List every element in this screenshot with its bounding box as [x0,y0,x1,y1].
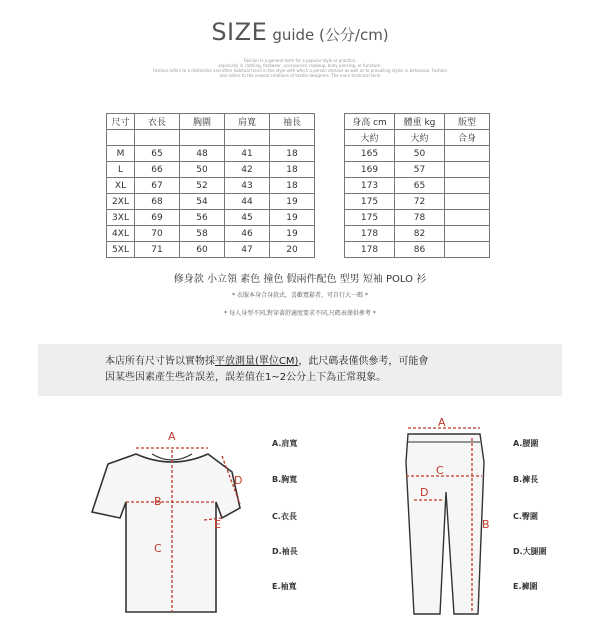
table-cell: 衣長 [135,114,180,130]
table-row [107,210,490,226]
pants-label-c: C.臀圍 [513,512,538,521]
table-cell: 18 [270,178,315,194]
table-cell: 大約 [395,130,445,146]
table-cell: 65 [135,146,180,162]
table-cell: 69 [135,210,180,226]
tshirt-outline [92,454,243,612]
table-cell [445,146,490,162]
table-cell: 尺寸 [107,114,135,130]
table-cell: XL [107,178,135,194]
table-cell: M [107,146,135,162]
table-row [107,146,490,162]
table-cell: 178 [345,226,395,242]
table-cell [135,130,180,146]
table-cell: 175 [345,194,395,210]
table-cell: 19 [270,210,315,226]
table-cell: 57 [395,162,445,178]
table-cell [445,194,490,210]
spacer-cell [315,178,345,194]
title-main: SIZE [211,18,268,46]
spacer-cell [315,130,345,146]
table-cell: 胸圍 [180,114,225,130]
pants-label-e: E.褲圍 [513,582,538,591]
table-cell: 43 [225,178,270,194]
letter-b: B [154,495,162,508]
pants-letter-a: A [438,418,446,429]
spacer-cell [315,210,345,226]
table-cell: 52 [180,178,225,194]
table-cell [107,130,135,146]
pants-label-a: A.腰圍 [513,439,539,448]
table-cell: 合身 [445,130,490,146]
tshirt-diagram [84,426,244,622]
table-cell [445,210,490,226]
pants-letter-b: B [482,518,490,531]
table-cell: 體重 kg [395,114,445,130]
table-cell: 3XL [107,210,135,226]
table-cell: 60 [180,242,225,258]
table-cell: 54 [180,194,225,210]
table-cell [445,178,490,194]
page-title [0,18,600,46]
letter-d: D [234,474,243,487]
table-cell: 19 [270,226,315,242]
spacer-cell [315,194,345,210]
table-cell [270,130,315,146]
table-cell: 身高 cm [345,114,395,130]
table-subheader-row [107,130,490,146]
shirt-label-a: A.肩寬 [272,439,298,448]
table-cell: 58 [180,226,225,242]
table-cell: L [107,162,135,178]
product-description: 修身款 小立領 素色 撞色 假兩件配色 型男 短袖 POLO 衫 [173,274,427,285]
table-cell: 169 [345,162,395,178]
table-cell: 44 [225,194,270,210]
table-cell: 46 [225,226,270,242]
pants-diagram [390,418,500,620]
tagline-line: Fashion is a general term for a popular style or practice, [243,58,357,63]
reference-note: * 每人身型不同,對穿著舒適度要求不同,尺碼表僅供參考 * [224,310,376,317]
table-cell: 178 [345,242,395,258]
notice-line1-a: 本店所有尺寸皆以實物採 [105,356,215,367]
measurement-notice [38,344,562,396]
table-cell: 65 [395,178,445,194]
shirt-label-e: E.袖寬 [272,582,297,591]
table-row [107,194,490,210]
pants-label-b: B.褲長 [513,475,539,484]
tagline-line: also refers to the newest creations of textile designers. The more technical term [219,73,381,78]
table-cell: 4XL [107,226,135,242]
table-row [107,162,490,178]
spacer-cell [315,162,345,178]
table-cell [445,242,490,258]
notice-line1-underlined: 平放測量(單位CM) [215,356,299,367]
table-row [107,178,490,194]
table-cell: 大約 [345,130,395,146]
table-cell: 71 [135,242,180,258]
table-cell: 19 [270,194,315,210]
notice-line2: 因某些因素產生些許誤差，誤差值在1~2公分上下為正常現象。 [105,372,387,383]
table-cell: 50 [395,146,445,162]
table-cell: 48 [180,146,225,162]
table-cell: 42 [225,162,270,178]
table-cell: 82 [395,226,445,242]
table-cell: 肩寬 [225,114,270,130]
title-sub: guide (公分/cm) [272,26,389,44]
table-cell: 5XL [107,242,135,258]
pants-label-d: D.大腿圍 [513,547,547,556]
shirt-label-c: C.衣長 [272,512,297,521]
letter-c: C [154,542,162,555]
size-table [106,113,490,258]
table-cell: 20 [270,242,315,258]
shirt-label-d: D.袖長 [272,547,298,556]
letter-e: E [214,518,221,531]
spacer-cell [315,146,345,162]
table-cell [445,162,490,178]
pants-letter-c: C [436,464,444,477]
table-cell: 袖長 [270,114,315,130]
table-row [107,242,490,258]
table-cell: 175 [345,210,395,226]
table-cell: 56 [180,210,225,226]
table-cell: 66 [135,162,180,178]
table-cell: 18 [270,162,315,178]
table-cell: 67 [135,178,180,194]
table-cell: 78 [395,210,445,226]
letter-a: A [168,430,176,443]
table-cell [445,226,490,242]
fit-note: * 衣服本身合身款式，喜歡寬鬆者，可自行大一碼 * [232,292,368,299]
spacer-cell [315,114,345,130]
shirt-label-b: B.胸寬 [272,475,298,484]
table-cell: 173 [345,178,395,194]
table-cell: 72 [395,194,445,210]
table-cell: 2XL [107,194,135,210]
table-row [107,226,490,242]
tagline-line: especially in clothing, footwear, accessories, makeup, body piercing, or furniture. [218,63,382,68]
tagline [0,58,600,78]
tagline-line: Fashion refers to a distinctive and often habitual trend in the style with which a person dresses as well as to prevailing styles in behaviour. Fashion [152,68,448,73]
table-cell: 18 [270,146,315,162]
table-cell: 45 [225,210,270,226]
table-cell: 165 [345,146,395,162]
table-notes [0,270,600,317]
notice-text [105,354,525,386]
table-cell: 86 [395,242,445,258]
table-cell: 68 [135,194,180,210]
spacer-cell [315,226,345,242]
table-cell: 50 [180,162,225,178]
table-cell: 41 [225,146,270,162]
pants-letter-d: D [420,486,429,499]
spacer-cell [315,242,345,258]
table-cell: 版型 [445,114,490,130]
table-header-row [107,114,490,130]
table-cell [180,130,225,146]
table-cell [225,130,270,146]
table-cell: 47 [225,242,270,258]
notice-line1-b: ，此尺碼表僅供參考，可能會 [298,356,429,367]
table-cell: 70 [135,226,180,242]
